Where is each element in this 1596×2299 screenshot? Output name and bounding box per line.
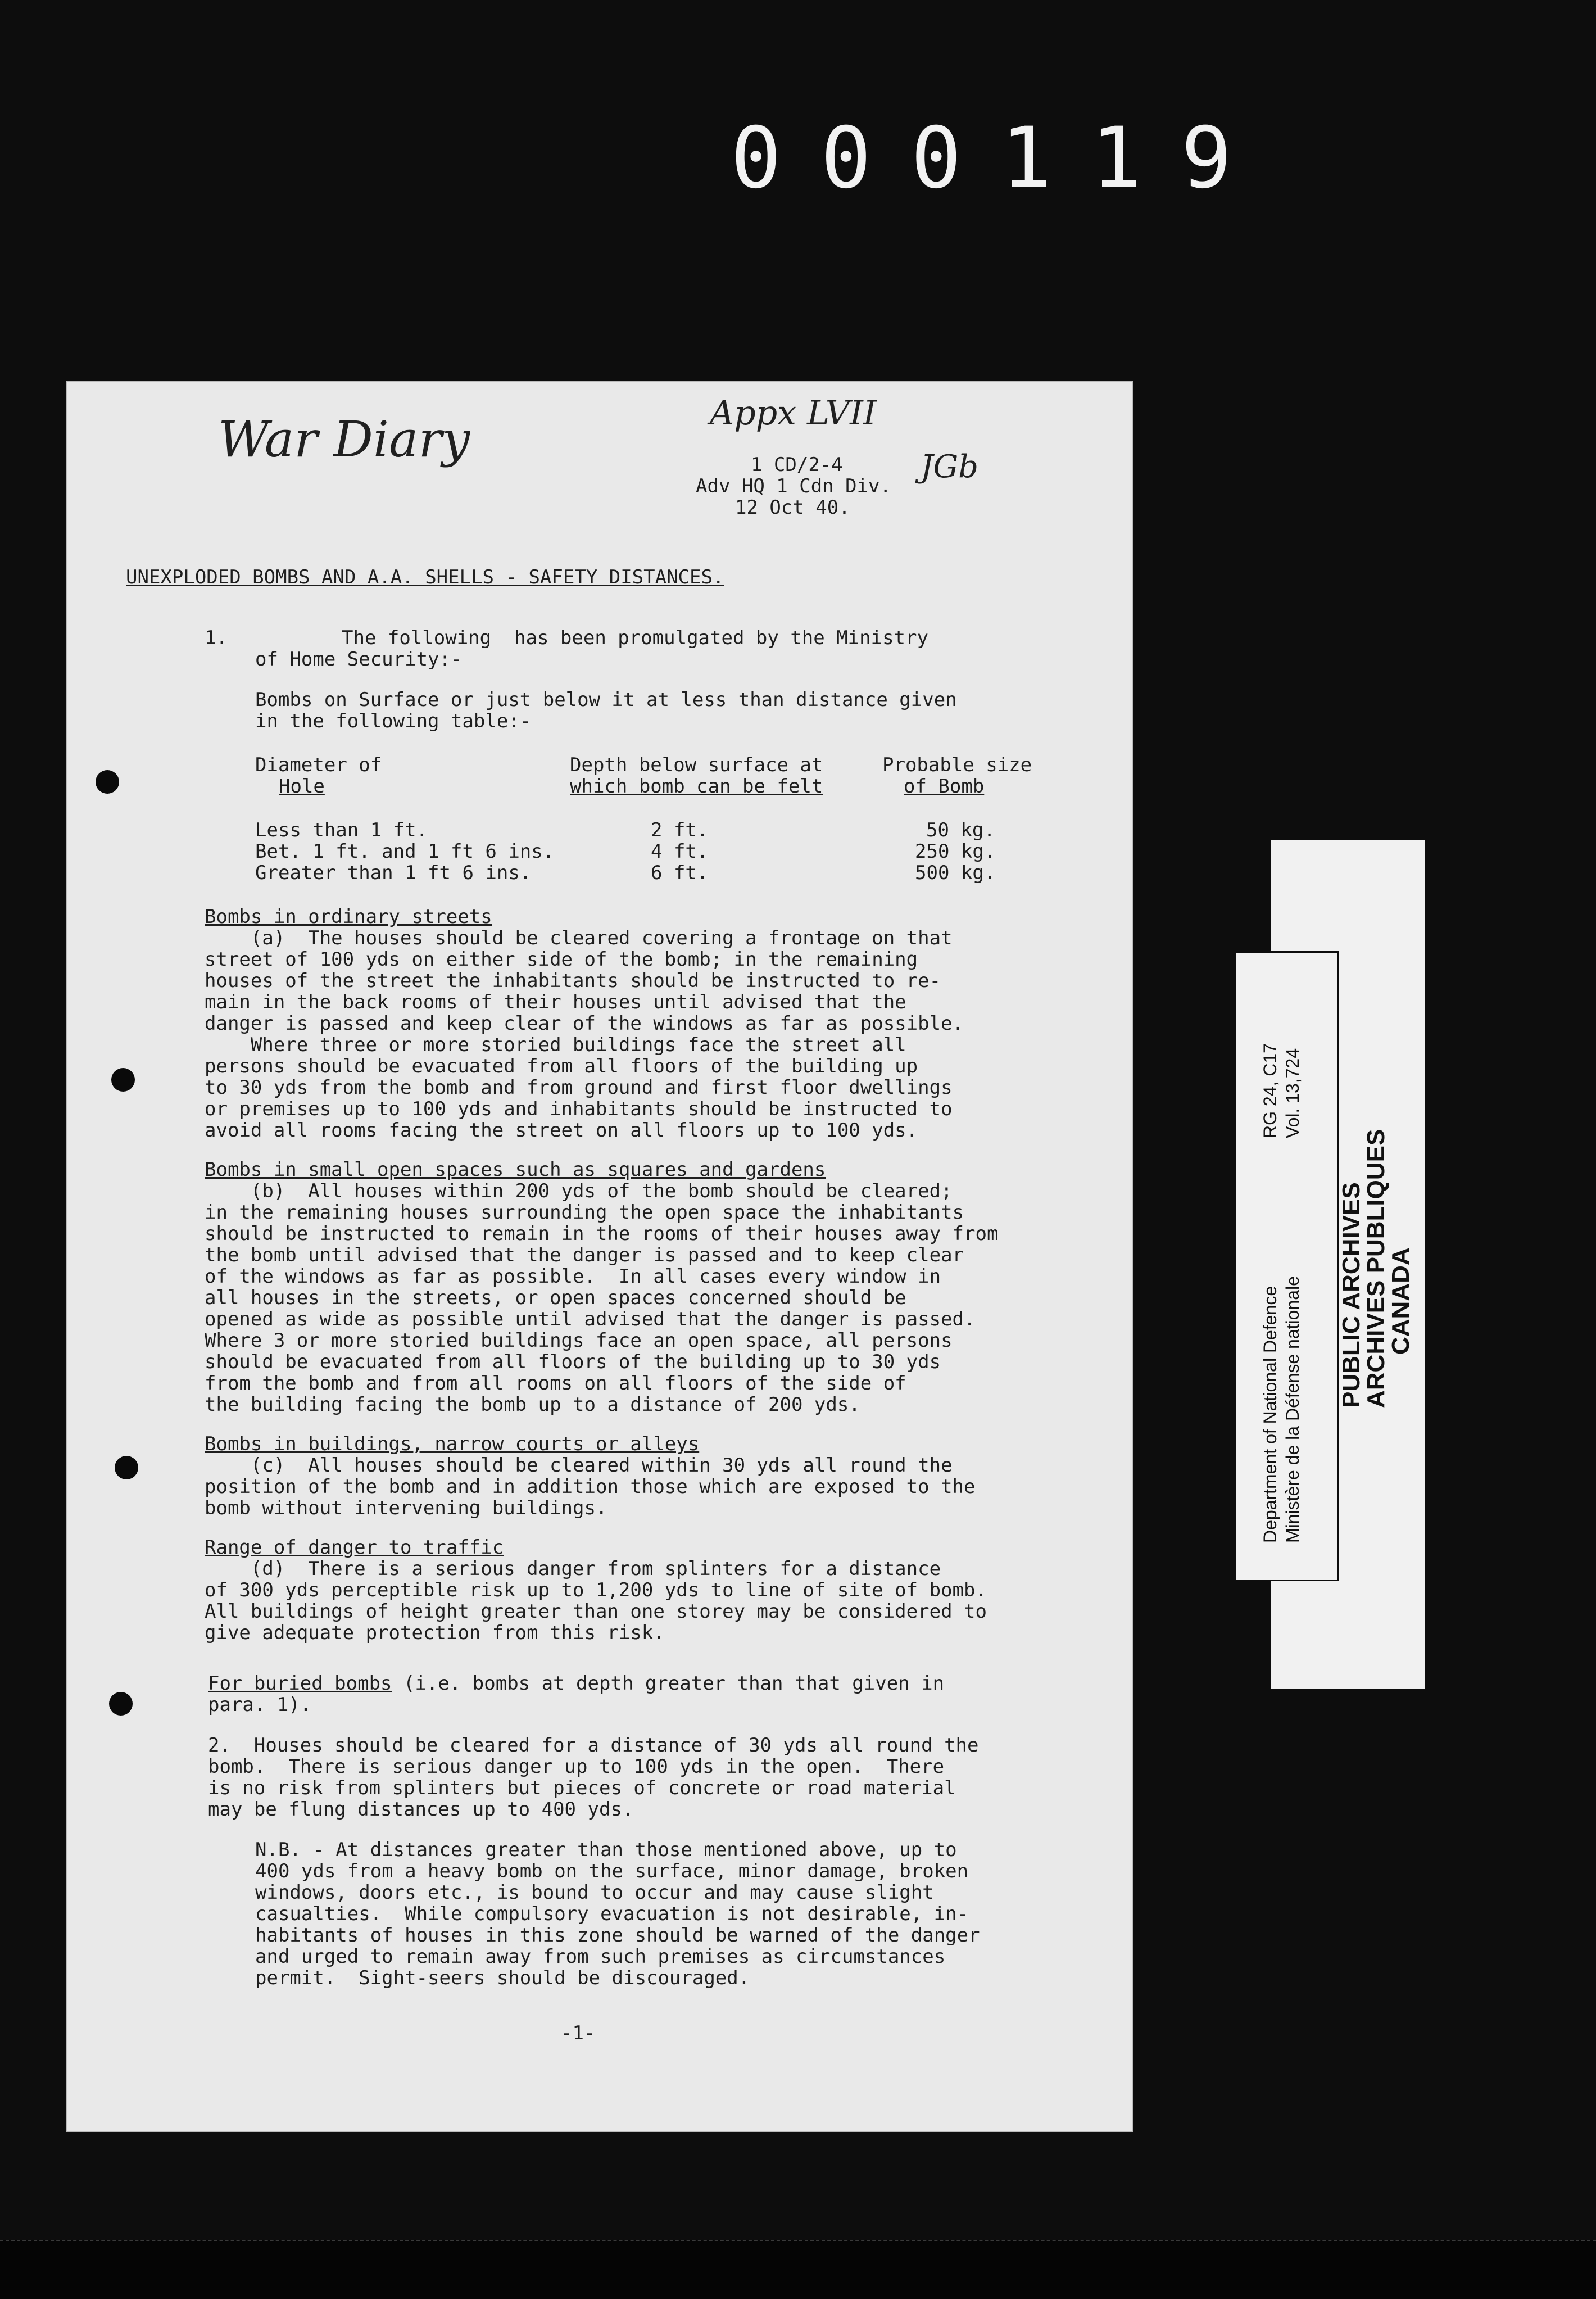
archive-canada: CANADA bbox=[1387, 1247, 1414, 1355]
table-cell: Less than 1 ft. bbox=[255, 819, 428, 841]
ref-date: 12 Oct 40. bbox=[735, 496, 850, 519]
film-edge bbox=[0, 2240, 1596, 2299]
archive-public-archives: PUBLIC ARCHIVES bbox=[1337, 1182, 1365, 1408]
archive-volume: Vol. 13,724 bbox=[1282, 1048, 1303, 1138]
section-text: avoid all rooms facing the street on all floors up to 100 yds. bbox=[205, 1119, 918, 1142]
section-text: (d) There is a serious danger from splinters for a distance bbox=[205, 1558, 941, 1580]
nb-text: windows, doors etc., is bound to occur and may cause slight bbox=[255, 1881, 934, 1904]
section-heading: Bombs in buildings, narrow courts or alleys bbox=[205, 1433, 700, 1455]
section-text: (b) All houses within 200 yds of the bomb should be cleared; bbox=[205, 1180, 953, 1202]
handwritten-appendix: Appx LVII bbox=[710, 393, 877, 433]
section-text: Where three or more storied buildings face the street all bbox=[205, 1034, 906, 1056]
archive-archives-publiques: ARCHIVES PUBLIQUES bbox=[1362, 1129, 1390, 1408]
table-cell: 250 kg. bbox=[915, 840, 996, 863]
nb-text: permit. Sight-seers should be discouraged. bbox=[255, 1967, 750, 1989]
para1-number: 1. bbox=[205, 627, 228, 649]
punch-hole bbox=[96, 770, 119, 794]
section-text: give adequate protection from this risk. bbox=[205, 1622, 665, 1644]
buried-bombs-heading: For buried bombs bbox=[208, 1672, 392, 1695]
section-text: main in the back rooms of their houses until advised that the bbox=[205, 991, 906, 1013]
archive-label-front bbox=[1236, 953, 1337, 1580]
archive-ministere: Ministère de la Défense nationale bbox=[1282, 1276, 1303, 1543]
section-heading: Range of danger to traffic bbox=[205, 1536, 504, 1559]
para2-text: is no risk from splinters but pieces of concrete or road material bbox=[208, 1777, 956, 1799]
section-text: or premises up to 100 yds and inhabitants should be instructed to bbox=[205, 1098, 953, 1120]
section-text: bomb without intervening buildings. bbox=[205, 1497, 607, 1519]
buried-bombs-line bbox=[208, 1673, 944, 1694]
table-cell: Greater than 1 ft 6 ins. bbox=[255, 862, 532, 884]
table-cell: 4 ft. bbox=[651, 840, 709, 863]
table-intro: Bombs on Surface or just below it at less than distance given bbox=[255, 689, 957, 711]
nb-text: casualties. While compulsory evacuation is not desirable, in- bbox=[255, 1903, 969, 1925]
table-header: which bomb can be felt bbox=[570, 775, 823, 798]
archive-rg: RG 24, C17 bbox=[1260, 1043, 1280, 1138]
para2-text: bomb. There is serious danger up to 100 yds in the open. There bbox=[208, 1755, 945, 1778]
table-cell: 500 kg. bbox=[915, 862, 996, 884]
nb-text: N.B. - At distances greater than those mentioned above, up to bbox=[255, 1839, 957, 1861]
document-page bbox=[66, 381, 1133, 2132]
section-text: should be instructed to remain in the rooms of their houses away from bbox=[205, 1223, 999, 1245]
section-text: All buildings of height greater than one storey may be considered to bbox=[205, 1600, 987, 1623]
table-intro: in the following table:- bbox=[255, 710, 532, 732]
section-text: opened as wide as possible until advised that the danger is passed. bbox=[205, 1308, 976, 1330]
section-heading: Bombs in ordinary streets bbox=[205, 906, 492, 928]
table-cell: Bet. 1 ft. and 1 ft 6 ins. bbox=[255, 840, 555, 863]
punch-hole bbox=[111, 1068, 135, 1092]
section-text: to 30 yds from the bomb and from ground and first floor dwellings bbox=[205, 1076, 953, 1099]
ref-hq: Adv HQ 1 Cdn Div. bbox=[696, 475, 891, 497]
nb-text: habitants of houses in this zone should be warned of the danger bbox=[255, 1924, 980, 1947]
table-header: Hole bbox=[279, 775, 325, 798]
section-text: Where 3 or more storied buildings face an open space, all persons bbox=[205, 1329, 953, 1352]
section-text: persons should be evacuated from all floors of the building up bbox=[205, 1055, 918, 1078]
table-header: of Bomb bbox=[904, 775, 985, 798]
section-text: position of the bomb and in addition those which are exposed to the bbox=[205, 1476, 976, 1498]
archive-stamp bbox=[1332, 1113, 1416, 1473]
para2-text: 2. Houses should be cleared for a distance of 30 yds all round the bbox=[208, 1734, 979, 1757]
archive-department: Department of National Defence bbox=[1260, 1286, 1280, 1543]
handwritten-initials: JGb bbox=[921, 449, 979, 485]
section-text: (c) All houses should be cleared within 30 yds all round the bbox=[205, 1454, 953, 1477]
buried-bombs-text: para. 1). bbox=[208, 1694, 312, 1716]
para2-text: may be flung distances up to 400 yds. bbox=[208, 1798, 634, 1821]
table-cell: 6 ft. bbox=[651, 862, 709, 884]
section-text: in the remaining houses surrounding the open space the inhabitants bbox=[205, 1201, 964, 1224]
document-title: UNEXPLODED BOMBS AND A.A. SHELLS - SAFETY DISTANCES. bbox=[126, 566, 724, 589]
nb-text: and urged to remain away from such premises as circumstances bbox=[255, 1945, 946, 1968]
page-number: -1- bbox=[561, 2022, 596, 2044]
para1-line: of Home Security:- bbox=[255, 648, 463, 671]
frame-number: 000119 bbox=[731, 110, 1271, 207]
buried-bombs-text: (i.e. bombs at depth greater than that given in bbox=[392, 1672, 945, 1695]
table-cell: 50 kg. bbox=[926, 819, 995, 841]
section-text: danger is passed and keep clear of the windows as far as possible. bbox=[205, 1012, 964, 1035]
section-text: houses of the street the inhabitants should be instructed to re- bbox=[205, 970, 941, 992]
section-text: the bomb until advised that the danger is passed and to keep clear bbox=[205, 1244, 964, 1266]
ref-number: 1 CD/2-4 bbox=[751, 454, 843, 476]
section-heading: Bombs in small open spaces such as squares and gardens bbox=[205, 1158, 826, 1181]
table-header: Diameter of bbox=[255, 754, 382, 776]
section-text: of 300 yds perceptible risk up to 1,200 yds to line of site of bomb. bbox=[205, 1579, 987, 1601]
handwritten-war-diary: War Diary bbox=[218, 410, 470, 468]
table-header: Probable size bbox=[882, 754, 1032, 776]
section-text: should be evacuated from all floors of the building up to 30 yds bbox=[205, 1351, 941, 1373]
punch-hole bbox=[115, 1456, 138, 1479]
punch-hole bbox=[109, 1692, 133, 1716]
section-text: all houses in the streets, or open spaces concerned should be bbox=[205, 1287, 906, 1309]
section-text: the building facing the bomb up to a distance of 200 yds. bbox=[205, 1393, 860, 1416]
section-text: from the bomb and from all rooms on all floors of the side of bbox=[205, 1372, 906, 1395]
table-cell: 2 ft. bbox=[651, 819, 709, 841]
section-text: of the windows as far as possible. In all cases every window in bbox=[205, 1265, 941, 1288]
nb-text: 400 yds from a heavy bomb on the surface, minor damage, broken bbox=[255, 1860, 969, 1882]
table-header: Depth below surface at bbox=[570, 754, 823, 776]
section-text: (a) The houses should be cleared covering a frontage on that bbox=[205, 927, 953, 949]
para1-line: The following has been promulgated by the Ministry bbox=[342, 627, 928, 649]
section-text: street of 100 yds on either side of the bomb; in the remaining bbox=[205, 948, 918, 971]
